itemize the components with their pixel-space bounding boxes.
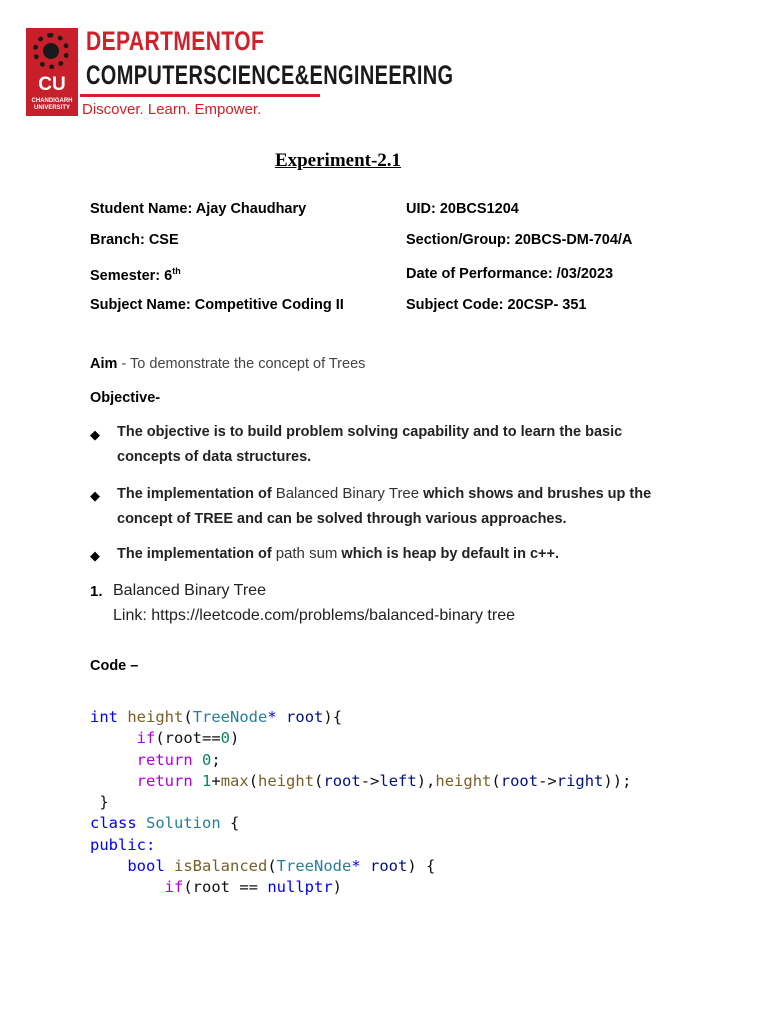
bullet-icon: ◆ [90,488,100,503]
emblem-center [43,43,59,59]
university-logo [26,28,78,116]
student-name: Student Name: Ajay Chaudhary [90,201,307,217]
problem-link[interactable]: Link: https://leetcode.com/problems/balanced-binary tree [113,607,515,624]
branch: Branch: CSE [90,232,179,248]
problem-title: Balanced Binary Tree [113,582,266,599]
department-title-line1: DEPARTMENTOF [86,26,265,56]
semester: Semester: 6th [90,266,181,284]
subject-code: Subject Code: 20CSP- 351 [406,297,587,313]
department-title-line2: COMPUTERSCIENCE&ENGINEERING [86,60,454,90]
logo-text: CU [38,74,66,95]
tagline: Discover. Learn. Empower. [82,101,262,118]
subject-name: Subject Name: Competitive Coding II [90,297,344,313]
objective-bullet: The implementation of path sum which is heap by default in c++. [117,545,559,562]
aim-line: Aim - To demonstrate the concept of Trees [90,356,366,372]
objective-bullet: The implementation of Balanced Binary Tree which shows and brushes up the concept of TREE and can be solved through various approaches. [117,485,652,527]
experiment-title: Experiment-2.1 [274,150,402,171]
logo-university-name: CHANDIGARH UNIVERSITY [31,98,73,111]
uid: UID: 20BCS1204 [406,201,519,217]
bullet-icon: ◆ [90,427,100,442]
objective-bullet: The objective is to build problem solving capability and to learn the basic concepts of data structures. [117,424,623,465]
code-block: int height(TreeNode* root){ if(root==0) return 0; return 1+max(height(root->left),height(root->right)); } class Solution { public: bool isBalanced(TreeNode* root) { if(root == nullptr) [90,708,632,897]
code-heading: Code – [90,658,139,674]
date-of-performance: Date of Performance: /03/2023 [406,266,614,282]
bullet-icon: ◆ [90,548,100,563]
objective-heading: Objective- [90,390,161,406]
header-divider [80,94,320,97]
section-group: Section/Group: 20BCS-DM-704/A [406,232,633,248]
problem-number: 1. [90,583,103,600]
